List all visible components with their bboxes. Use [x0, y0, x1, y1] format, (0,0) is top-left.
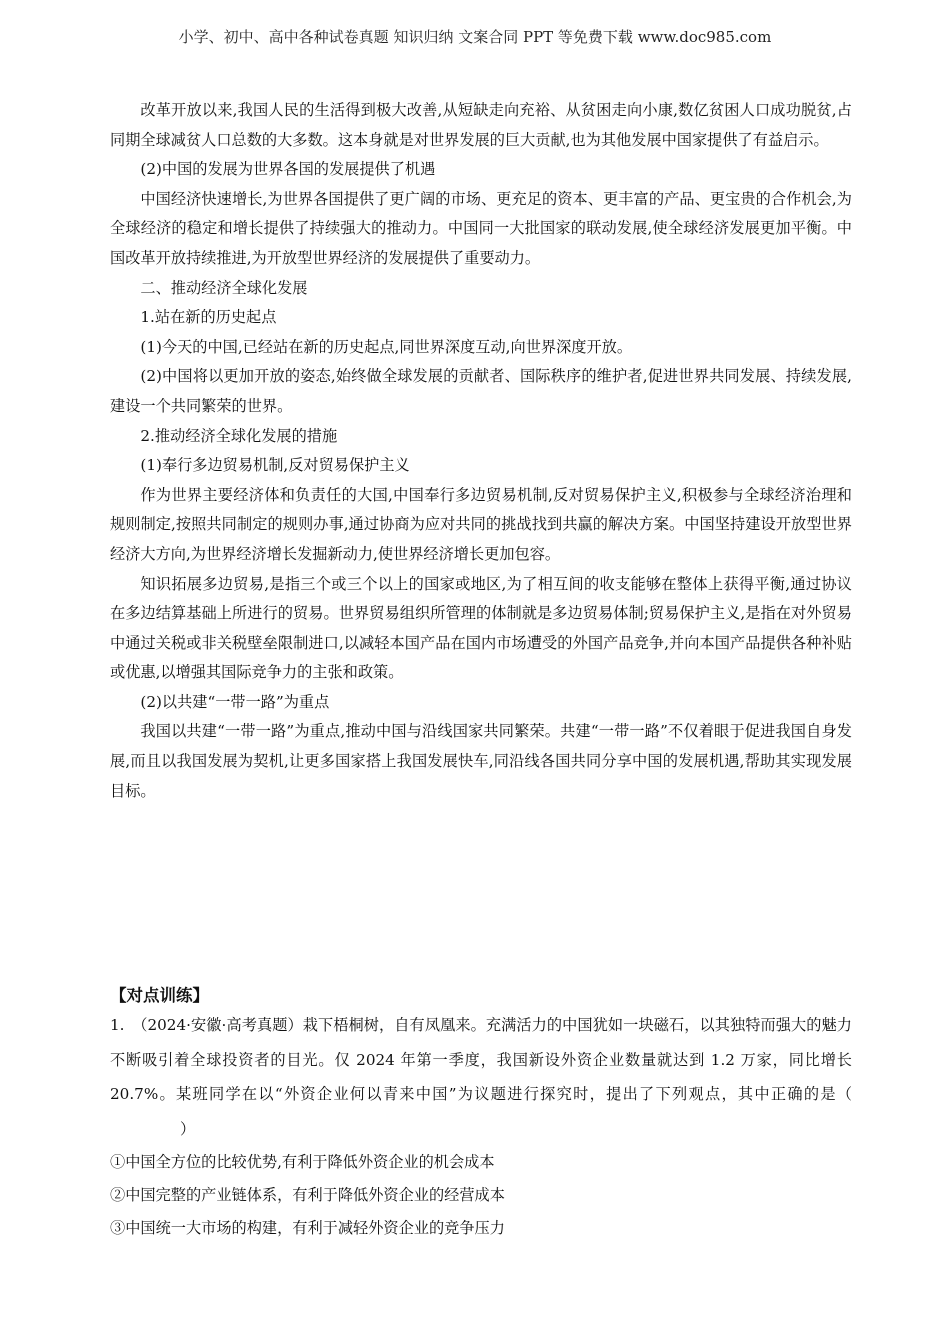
point-belt-and-road: (2)以共建“一带一路”为重点 [140, 692, 330, 711]
paragraph-belt-and-road: 我国以共建“一带一路”为重点,推动中国与沿线国家共同繁荣。共建“一带一路”不仅着眼于促进我国自身发展,而且以我国发展为契机,让更多国家搭上我国发展快车,同沿线各国共同分享中国的发展机遇,帮助其实现发展目标。 [110, 722, 852, 800]
point-today-china: (1)今天的中国,已经站在新的历史起点,同世界深度互动,向世界深度开放。 [140, 337, 633, 356]
subheading-measures: 2.推动经济全球化发展的措施 [140, 426, 338, 445]
section-title: 【对点训练】 [110, 986, 209, 1005]
option-1: ①中国全方位的比较优势,有利于降低外资企业的机会成本 [110, 1153, 495, 1171]
paragraph-reform-achievements: 改革开放以来,我国人民的生活得到极大改善,从短缺走向充裕、从贫困走向小康,数亿贫困人口成功脱贫,占同期全球减贫人口总数的大多数。这本身就是对世界发展的巨大贡献,也为其他发展中国家提供了有益启示。 [110, 101, 852, 149]
paragraph-economic-growth: 中国经济快速增长,为世界各国提供了更广阔的市场、更充足的资本、更丰富的产品、更宝贵的合作机会,为全球经济的稳定和增长提供了持续强大的推动力。中国同一大批国家的联动发展,使全球经济发展更加平衡。中国改革开放持续推进,为开放型世界经济的发展提供了重要动力。 [110, 189, 852, 267]
paragraph-knowledge-extension: 知识拓展多边贸易,是指三个或三个以上的国家或地区,为了相互间的收支能够在整体上获得平衡,通过协议在多边结算基础上所进行的贸易。世界贸易组织所管理的体制就是多边贸易体制;贸易保护主义,是指在对外贸易中通过关税或非关税壁垒限制进口,以减轻本国产品在国内市场遭受的外国产品竞争,并向本国产品提供各种补贴或优惠,以增强其国际竞争力的主张和政策。 [110, 574, 852, 682]
document-body [110, 96, 852, 806]
option-3: ③中国统一大市场的构建，有利于减轻外资企业的竞争压力 [110, 1219, 505, 1237]
question-1 [110, 1008, 852, 1146]
question-close-paren: ） [180, 1119, 196, 1138]
question-stem: 1. （2024·安徽·高考真题）栽下梧桐树，自有凤凰来。充满活力的中国犹如一块磁石，以其独特而强大的魅力不断吸引着全球投资者的目光。仅 2024 年第一季度，我国新设外资企业数量就达到 1.2 万家，同比增长 20.7%。某班同学在以“外资企业何以青来中国”为议题进行探究时，提出了下列观点，其中正确的是（ [110, 1016, 852, 1103]
paragraph-major-economy: 作为世界主要经济体和负责任的大国,中国奉行多边贸易机制,反对贸易保护主义,积极参与全球经济治理和规则制定,按照共同制定的规则办事,通过协商为应对共同的挑战找到共赢的解决方案。中国坚持建设开放型世界经济大方向,为世界经济增长发掘新动力,使世界经济增长更加包容。 [110, 485, 852, 563]
subheading-opportunity: (2)中国的发展为世界各国的发展提供了机遇 [140, 160, 436, 179]
subheading-new-starting-point: 1.站在新的历史起点 [140, 308, 277, 327]
section-heading-globalization: 二、推动经济全球化发展 [140, 278, 308, 297]
page-header: 小学、初中、高中各种试卷真题 知识归纳 文案合同 PPT 等免费下载 www.doc985.com [178, 28, 772, 46]
point-multilateral-trade: (1)奉行多边贸易机制,反对贸易保护主义 [140, 456, 410, 475]
exercise-section [110, 978, 852, 1245]
point-open-posture: (2)中国将以更加开放的姿态,始终做全球发展的贡献者、国际秩序的维护者,促进世界共同发展、持续发展,建设一个共同繁荣的世界。 [110, 367, 852, 415]
option-2: ②中国完整的产业链体系，有利于降低外资企业的经营成本 [110, 1186, 505, 1204]
